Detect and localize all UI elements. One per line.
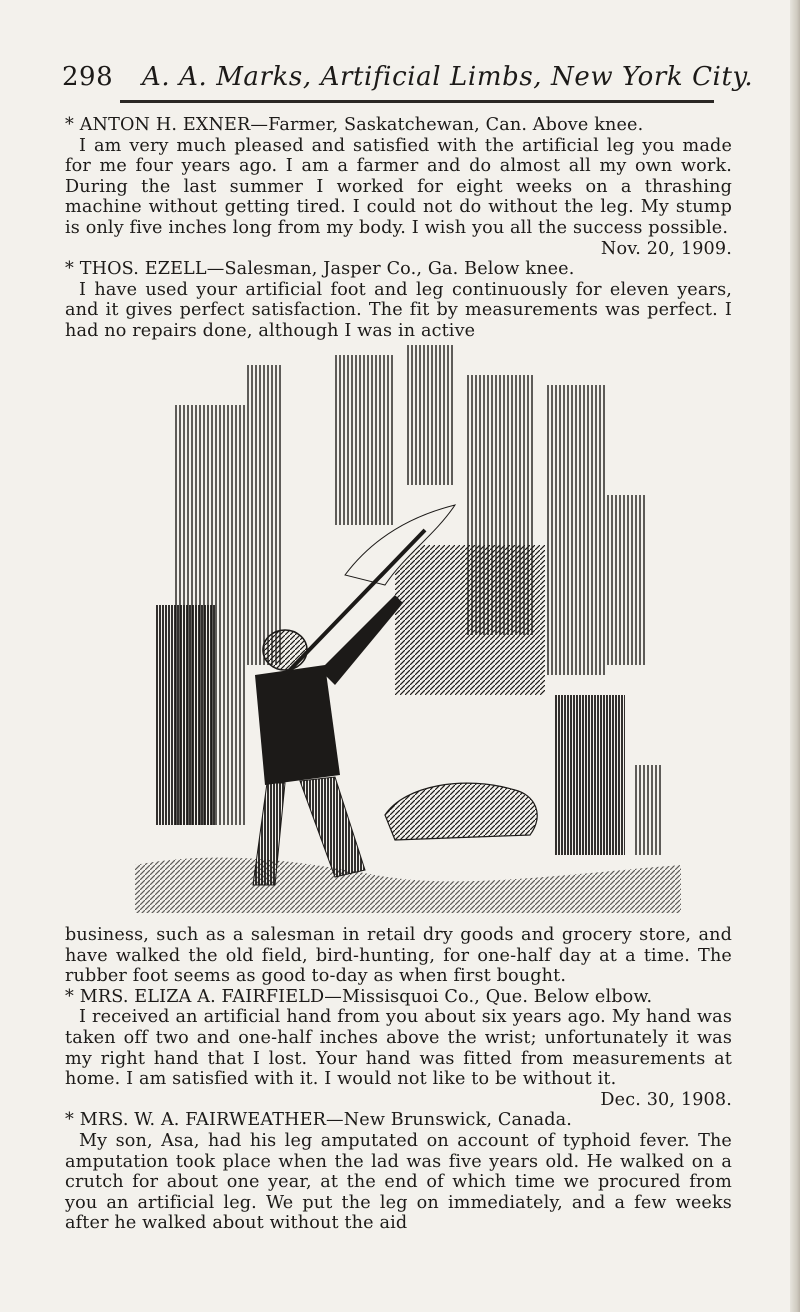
hunting-dog <box>385 783 537 840</box>
page-number: 298 <box>62 62 114 92</box>
page-edge <box>790 0 800 1312</box>
entry-body-exner <box>65 135 732 259</box>
entry-heading-fairweather: * MRS. W. A. FAIRWEATHER—New Brunswick, Canada. <box>65 1110 573 1131</box>
entry-text-exner: I am very much pleased and satisfied with the artificial leg you made for me four years ago. I am a farmer and do almost all my own work. During the last summer I worked for eight weeks on a thrashing machine without getting tired. I could not do without the leg. My stump is only five inches long from my body. I wish you all the success possible. <box>65 135 732 238</box>
text-block-top <box>65 115 732 342</box>
entry-heading-ezell: * THOS. EZELL—Salesman, Jasper Co., Ga. Below knee. <box>65 259 575 280</box>
entry-heading-exner: * ANTON H. EXNER—Farmer, Saskatchewan, Can. Above knee. <box>65 115 644 135</box>
entry-body-ezell-end: business, such as a salesman in retail dry goods and grocery store, and have walked the old field, bird-hunting, for one-half day at a time. The rubber foot seems as good to-day as when first bought. <box>65 925 732 987</box>
running-title: A. A. Marks, Artificial Limbs, New York City. <box>142 62 754 92</box>
ground <box>135 858 681 913</box>
entry-body-fairweather: My son, Asa, had his leg amputated on account of typhoid fever. The amputation took place when the lad was five years old. He walked on a crutch for about one year, at the end of which time we procured from you an artificial leg. We put the leg on immediately, and a few weeks after he walked about without the aid <box>65 1130 732 1234</box>
running-header <box>62 60 754 96</box>
entry-text-fairfield: I received an artificial hand from you about six years ago. My hand was taken off two and one-half inches above the wrist; unfortunately it was my right hand that I lost. Your hand was fitted from measurements at home. I am satisfied with it. I would not like to be without it. <box>65 1007 732 1090</box>
header-rule <box>120 100 714 103</box>
entry-heading-fairfield: * MRS. ELIZA A. FAIRFIELD—Missisquoi Co., Que. Below elbow. <box>65 986 653 1007</box>
entry-date-exner: Nov. 20, 1909. <box>600 238 732 259</box>
reeds-right <box>545 385 661 855</box>
entry-date-fairfield: Dec. 30, 1908. <box>600 1089 732 1110</box>
text-block-bottom <box>65 925 732 1234</box>
entry-body-ezell-start: I have used your artificial foot and leg continuously for eleven years, and it gives perfect satisfaction. The fit by measurements was perfect. I had no repairs done, although I was in active <box>65 279 732 341</box>
hunter-illustration <box>135 345 681 913</box>
entry-body-fairfield <box>65 1007 732 1110</box>
